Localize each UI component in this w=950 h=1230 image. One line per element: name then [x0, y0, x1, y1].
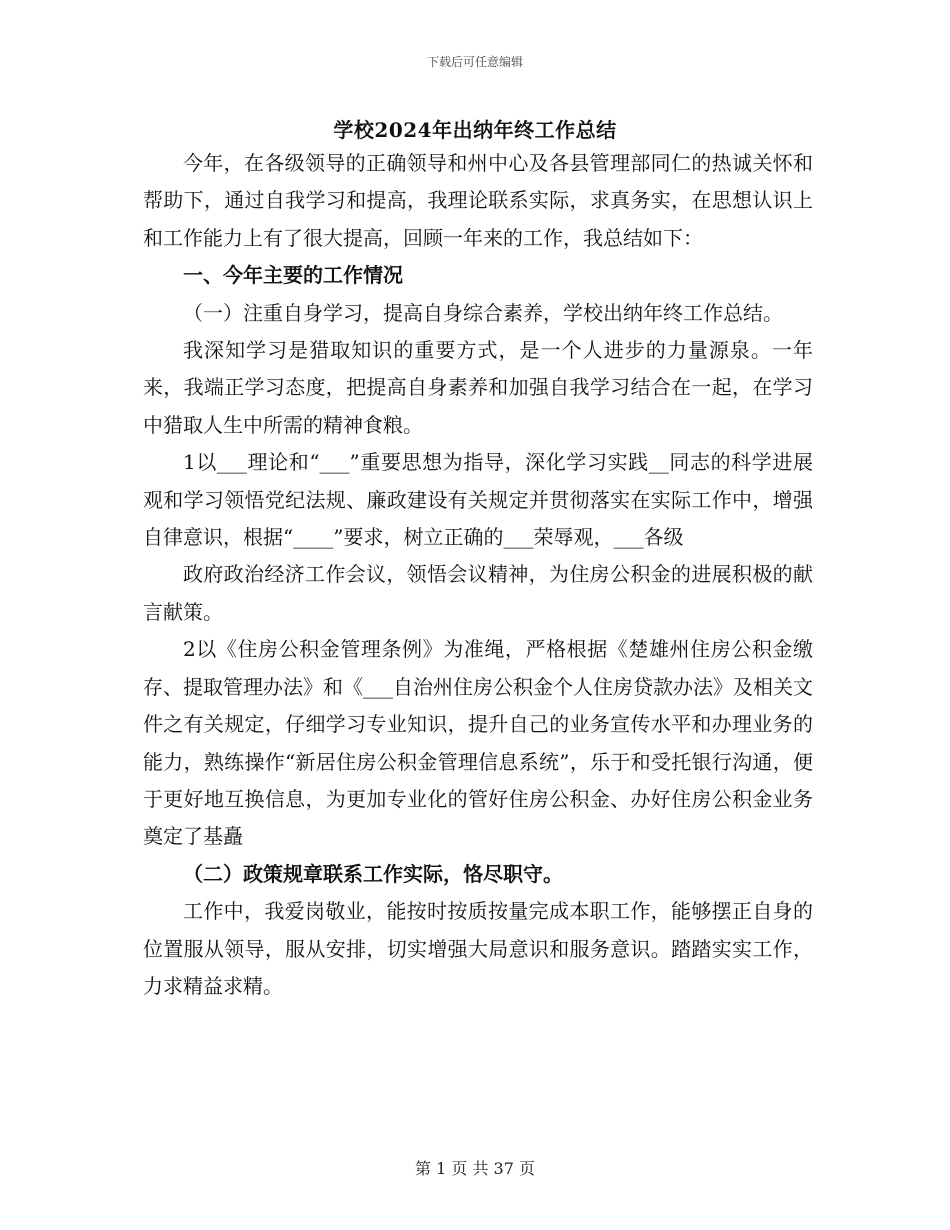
section-heading-1: 一、今年主要的工作情况: [183, 263, 403, 288]
body-paragraph-item-2: 2以《住房公积金管理条例》为准绳，严格根据《楚雄州住房公积金缴存、提取管理办法》和《___自治州住房公积金个人住房贷款办法》及相关文件之有关规定，仔细学习专业知识，提升自己的业务宣传水平和办理业务的能力，熟练操作“新居住房公积金管理信息系统”，乐于和受托银行沟通，便于更好地互换信息，为更加专业化的管好住房公积金、办好住房公积金业务奠定了基矗: [143, 637, 813, 849]
body-paragraph-item-1: 1以___理论和“___”重要思想为指导，深化学习实践__同志的科学进展观和学习领悟党纪法规、廉政建设有关规定并贯彻落实在实际工作中，增强自律意识，根据“____”要求，树立正确的___荣辱观，___各级: [143, 450, 813, 550]
document-title: 学校2024年出纳年终工作总结: [333, 118, 617, 142]
body-paragraph: 我深知学习是猎取知识的重要方式，是一个人进步的力量源泉。一年来，我端正学习态度，把提高自身素养和加强自我学习结合在一起，在学习中猎取人生中所需的精神食粮。: [143, 338, 813, 437]
body-paragraph: 工作中，我爱岗敬业，能按时按质按量完成本职工作，能够摆正自身的位置服从领导，服从安排，切实增强大局意识和服务意识。踏踏实实工作，力求精益求精。: [143, 899, 813, 998]
document-body: [143, 145, 813, 1005]
page-number: 第 1 页 共 37 页: [415, 1159, 535, 1178]
body-paragraph: 政府政治经济工作会议，领悟会议精神，为住房公积金的进展积极的献言献策。: [143, 562, 813, 624]
subsection-heading-1: （一）注重自身学习，提高自身综合素养，学校出纳年终工作总结。: [183, 300, 783, 325]
intro-paragraph: 今年，在各级领导的正确领导和州中心及各县管理部同仁的热诚关怀和帮助下，通过自我学习和提高，我理论联系实际，求真务实，在思想认识上和工作能力上有了很大提高，回顾一年来的工作，我总结如下：: [143, 151, 813, 250]
subsection-heading-2: （二）政策规章联系工作实际，恪尽职守。: [183, 861, 563, 886]
page-header: 下载后可任意编辑: [426, 55, 523, 69]
